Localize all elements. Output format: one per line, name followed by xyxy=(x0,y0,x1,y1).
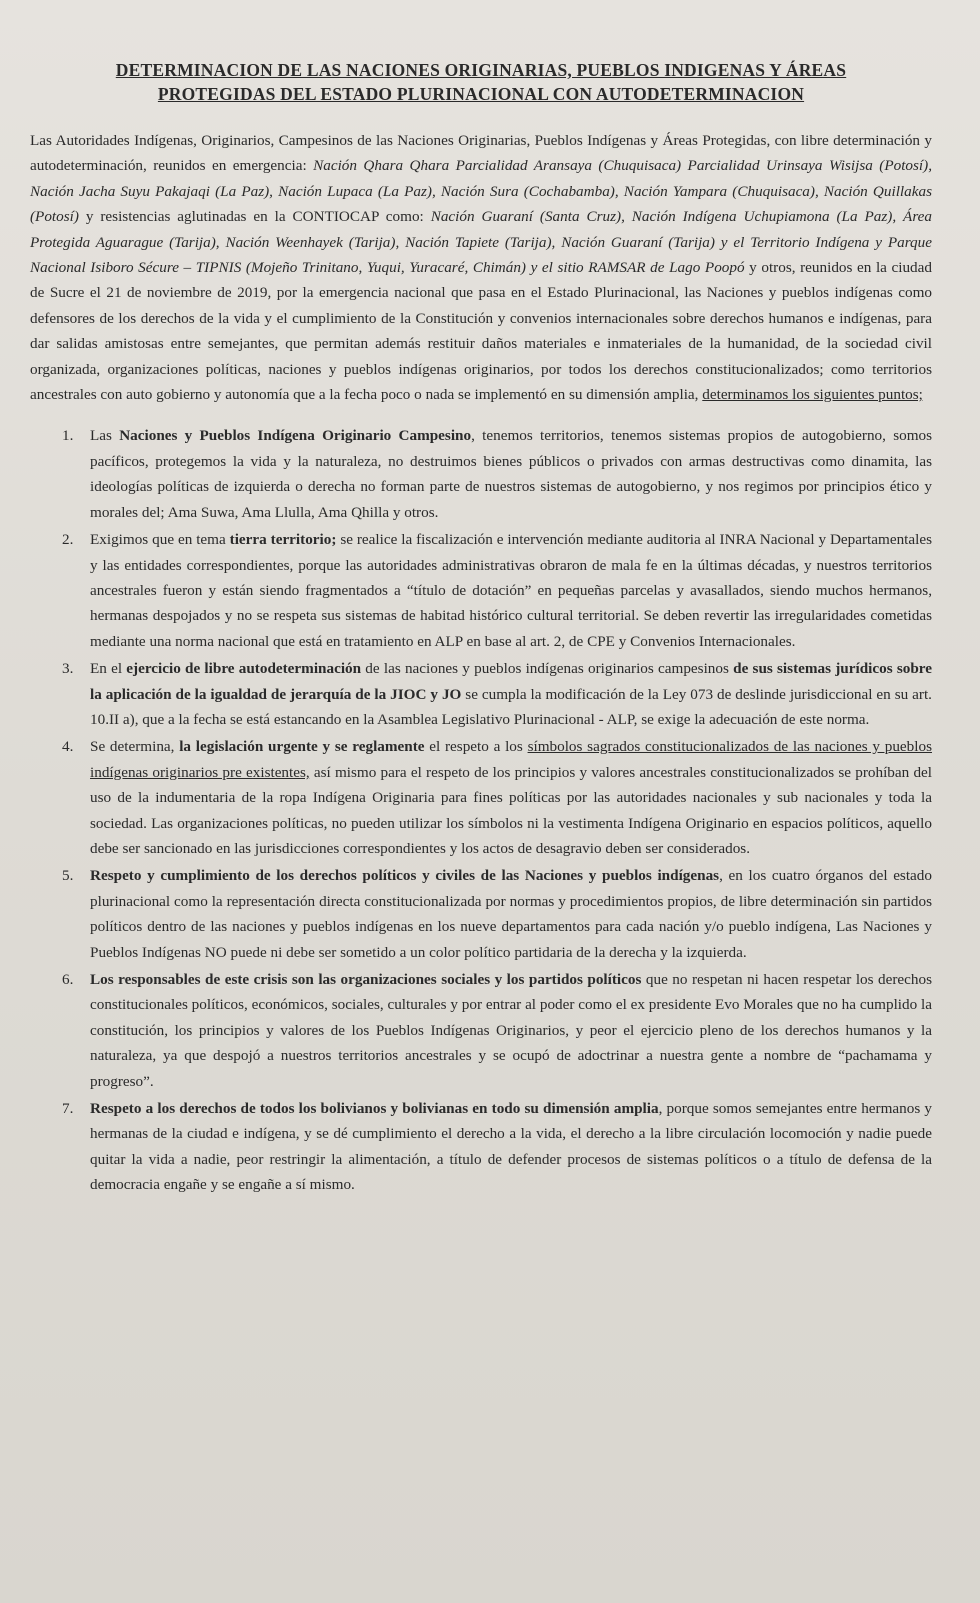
item-bold: Los responsables de este crisis son las organizaciones sociales y los partidos políticos xyxy=(90,971,642,988)
item-bold: tierra territorio; xyxy=(229,531,337,549)
list-item xyxy=(62,967,933,1094)
item-text: , en los cuatro órganos del estado plurinacional como la representación directa constitucionalizada por normas y procedimientos propios, de libre determinación sin partidos políticos dentro de las naciones y pueblos indígenas en los nueve departamentos para cada nación y/o pueblo indígena, Las Naciones y Pueblos Indígenas NO puede ni debe ser sometido a un color político partidaria de la derecha y la izquierda. xyxy=(90,867,932,961)
item-text: , porque somos semejantes entre hermanos y hermanas de la ciudad e indígena, y se dé cumplimiento el derecho a la vida, el derecho a la libre circulación locomoción y nadie puede quitar la vida a nadie, peor restringir la alimentación, a título de defender procesos de sistemas políticos o a título de defensa de la democracia engañe y se engañe a sí mismo. xyxy=(90,1100,932,1194)
item-number: 5. xyxy=(62,867,74,885)
intro-closing: determinamos los siguientes puntos; xyxy=(702,386,923,404)
item-bold: de sus sistemas jurídicos sobre la aplicación de la igualdad de jerarquía de la JIOC y JO xyxy=(90,660,932,703)
list-item xyxy=(62,734,932,861)
item-bold: la legislación urgente y se reglamente xyxy=(179,738,425,756)
item-text: el respeto a los xyxy=(424,738,528,756)
intro-text-3: y otros, reunidos en la ciudad de Sucre el 21 de noviembre de 2019, por la emergencia nacional que pasa en el Estado Plurinacional, las Naciones y pueblos indígenas como defensores de los derechos de la vida y el cumplimiento de la Constitución y convenios internacionales sobre derechos humanos e indígenas, para dar salidas amistosas entre semejantes, que permitan además restituir daños materiales e inmateriales de la humanidad, de la sociedad civil organizada, organizaciones políticas, naciones y pueblos indígenas originarios, por todos los derechos constitucionalizados; como territorios ancestrales con auto gobierno y autonomía que a la fecha poco o nada se implementó en su dimensión amplia, xyxy=(30,259,932,404)
list-item xyxy=(62,863,932,965)
item-number: 4. xyxy=(62,738,74,756)
item-text: se cumpla la modificación de la Ley 073 de deslinde jurisdiccional en su art. 10.II a), que a la fecha se está estancando en la Asamblea Legislativo Plurinacional - ALP, se exige la adecuación de este norma. xyxy=(90,685,932,728)
intro-text-2: y resistencias aglutinadas en la CONTIOCAP como: xyxy=(78,208,431,226)
list-item xyxy=(62,527,932,654)
item-bold: Respeto a los derechos de todos los bolivianos y bolivianas en todo su dimensión amplia xyxy=(90,1100,659,1118)
item-number: 1. xyxy=(62,427,74,445)
item-text: se realice la fiscalización e intervención mediante auditoria al INRA Nacional y Departamentales y las entidades correspondientes, porque las autoridades administrativas obraron de mala fe en la últimas décadas, y nuestros territorios ancestrales fueron y están siendo fragmentados a “título de dotación” en pequeñas parcelas y avasallados, siendo muchos hermanos, hermanas despojados y no se respeta sus sistemas de habitad histórico cultural territorial. Se deben revertir las irregularidades cometidas mediante una norma nacional que está en tratamiento en ALP en base al art. 2, de CPE y Convenios Internacionales. xyxy=(90,531,932,650)
list-item xyxy=(62,656,932,732)
title-line-1: DETERMINACION DE LAS NACIONES ORIGINARIAS, PUEBLOS INDIGENAS Y ÁREAS xyxy=(115,60,847,80)
item-text: así mismo para el respeto de los principios y valores ancestrales constitucionalizados se prohíban del uso de la indumentaria de la ropa Indígena Originaria para fines políticas por las autoridades nacionales y sub nacionales y toda la sociedad. Las organizaciones políticas, no pueden utilizar los símbolos ni la vestimenta Indígena Originario en espacios políticos, aquello debe ser sancionado en las jurisdicciones correspondientes y los actos de desagravio deben ser considerados. xyxy=(90,763,932,857)
item-bold: Respeto y cumplimiento de los derechos políticos y civiles de las Naciones y pueblos indígenas xyxy=(90,867,720,885)
list-item xyxy=(62,423,933,525)
title-line-2: PROTEGIDAS DEL ESTADO PLURINACIONAL CON AUTODETERMINACION xyxy=(157,84,805,104)
intro-nations-2: Nación Guaraní (Santa Cruz), Nación Indígena Uchupiamona (La Paz), Área Protegida Aguarague (Tarija), Nación Weenhayek (Tarija), Nación Tapiete (Tarija), Nación Guaraní (Tarija) y el Territorio Indígena y Parque Nacional Isiboro Sécure – TIPNIS (Mojeño Trinitano, Yuqui, Yuracaré, Chimán) y el sitio RAMSAR de Lago Poopó xyxy=(30,208,933,277)
intro-paragraph xyxy=(30,128,932,407)
item-number: 3. xyxy=(62,660,74,678)
item-bold: Naciones y Pueblos Indígena Originario Campesino xyxy=(119,427,472,445)
item-number: 6. xyxy=(62,971,74,988)
points-list xyxy=(30,423,932,1197)
item-text: que no respetan ni hacen respetar los derechos constitucionales políticos, económicos, sociales, culturales y por entrar al poder como el ex presidente Evo Morales que no ha cumplido la constitución, los principios y valores de los Pueblos Indígenas Originarios, y peor el ejercicio pleno de los derechos humanos y la naturaleza, ya que despojó a nuestros territorios ancestrales y se ocupó de adoctrinar a nuestra gente a nombre de “pachamama y progreso”. xyxy=(90,971,933,1090)
intro-nations-1: Nación Qhara Qhara Parcialidad Aransaya (Chuquisaca) Parcialidad Urinsaya Wisijsa (Potosí), Nación Jacha Suyu Pakajaqi (La Paz), Nación Lupaca (La Paz), Nación Sura (Cochabamba), Nación Yampara (Chuquisaca), Nación Quillakas (Potosí) xyxy=(30,157,932,226)
item-number: 2. xyxy=(62,531,74,549)
item-text: Las xyxy=(90,427,120,445)
item-number: 7. xyxy=(62,1100,74,1118)
item-text: Exigimos que en tema xyxy=(90,531,230,549)
list-item xyxy=(62,1096,932,1198)
item-text: Se determina, xyxy=(90,738,180,756)
item-underlined: símbolos sagrados constitucionalizados de las naciones y pueblos indígenas originarios pre existentes, xyxy=(90,738,932,781)
item-text: En el xyxy=(90,660,127,678)
document-title xyxy=(30,58,932,106)
item-bold: ejercicio de libre autodeterminación xyxy=(126,660,362,678)
item-text: de las naciones y pueblos indígenas originarios campesinos xyxy=(361,660,734,678)
item-text: , tenemos territorios, tenemos sistemas propios de autogobierno, somos pacíficos, protegemos la vida y la naturaleza, no destruimos bienes públicos o privados con armas destructivas como dinamita, las ideologías políticas de izquierda o derecha no forman parte de nuestros sistemas de autogobierno, y nos regimos por principios ético y morales del; Ama Suwa, Ama Llulla, Ama Qhilla y otros. xyxy=(90,427,933,521)
intro-text-1: Las Autoridades Indígenas, Originarios, Campesinos de las Naciones Originarias, Pueblos Indígenas y Áreas Protegidas, con libre determinación y autodeterminación, reunidos en emergencia: xyxy=(30,132,932,175)
